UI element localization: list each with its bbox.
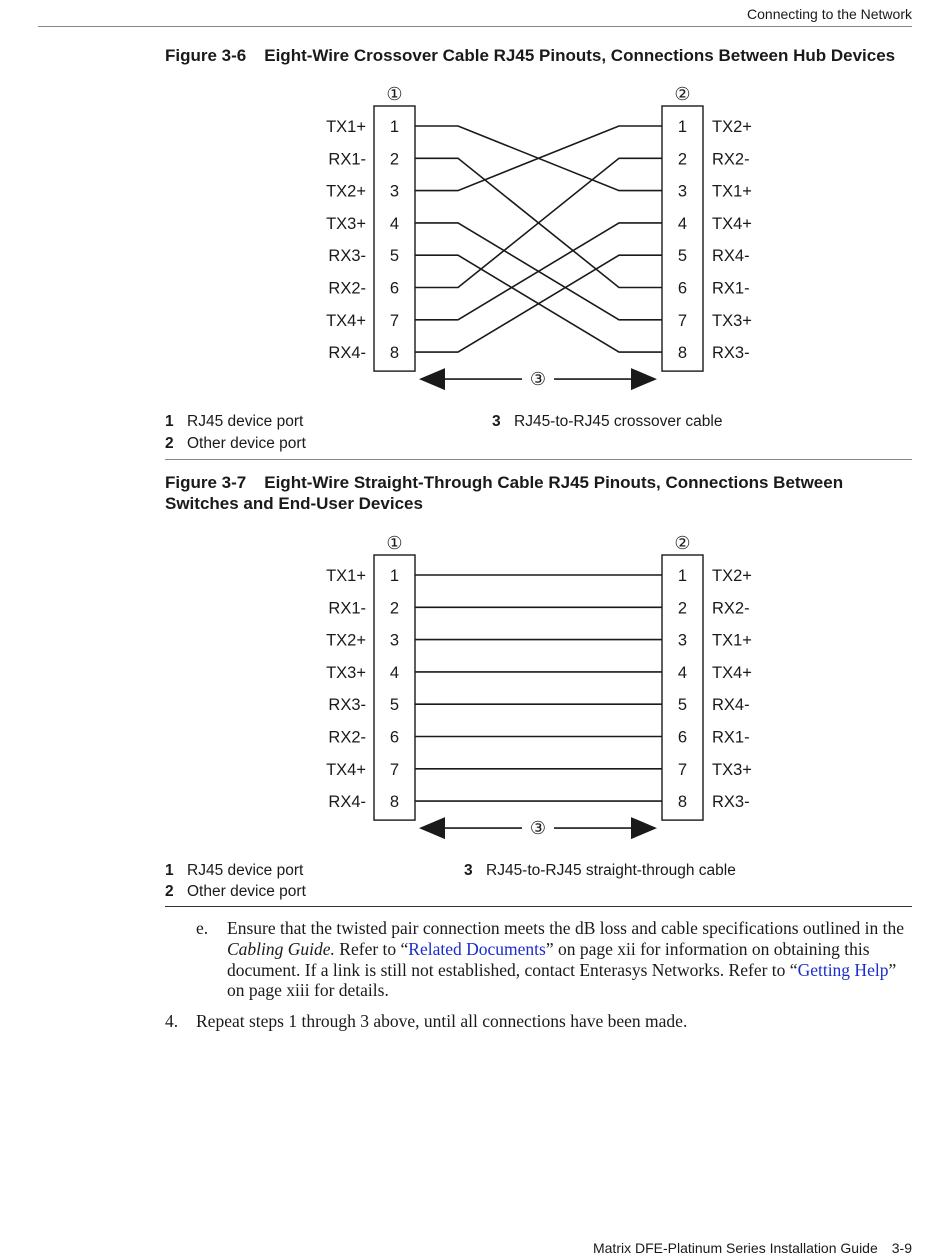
left-signal-label: RX1- <box>328 599 366 618</box>
left-signal-label: RX4- <box>328 344 366 363</box>
callout-2: ② <box>674 533 691 553</box>
left-pin-number: 8 <box>389 793 400 812</box>
left-pin-number: 7 <box>389 760 400 779</box>
left-signal-label: RX2- <box>328 279 366 298</box>
step-e: e. Ensure that the twisted pair connection meets the dB loss and cable specifications outlined in the Cabling Guide. Refer to “Related Documents” on page xii for information on obtaining this document. If a link is still not established, contact Enterasys Networks. Refer to “Getting Help” on page xiii for details. <box>196 918 904 1001</box>
page-footer <box>593 1240 912 1256</box>
left-signal-label: RX3- <box>328 247 366 266</box>
wire <box>415 255 662 352</box>
figure-caption: Eight-Wire Crossover Cable RJ45 Pinouts, Connections Between Hub Devices <box>264 46 896 65</box>
left-pin-number: 1 <box>389 567 400 585</box>
right-signal-label: TX1+ <box>712 631 752 650</box>
page-number: 3-9 <box>891 1240 912 1256</box>
arrowhead-right <box>631 368 657 390</box>
left-pin-number: 7 <box>389 311 400 330</box>
arrowhead-left <box>419 368 445 390</box>
left-pin-number: 1 <box>389 118 400 136</box>
left-pin-number: 3 <box>389 631 400 650</box>
getting-help-link[interactable]: Getting Help <box>797 959 889 980</box>
right-pin-number: 5 <box>677 696 688 715</box>
left-signal-label: TX2+ <box>326 631 366 650</box>
step-marker: e. <box>196 918 209 938</box>
left-pin-number: 5 <box>389 247 400 266</box>
right-pin-number: 8 <box>677 793 688 812</box>
left-signal-label: RX3- <box>328 696 366 715</box>
straight-through-pinout-diagram <box>0 524 950 844</box>
left-signal-label: TX4+ <box>326 760 366 779</box>
callout-3: ③ <box>529 369 547 390</box>
right-pin-number: 2 <box>677 599 688 618</box>
right-pin-number: 3 <box>677 631 688 650</box>
right-signal-label: RX1- <box>712 728 750 747</box>
legend-item-2: 2 Other device port <box>165 435 306 452</box>
right-port-block <box>662 555 703 820</box>
left-pin-number: 5 <box>389 696 400 715</box>
document-title: Matrix DFE-Platinum Series Installation Guide <box>592 1240 878 1256</box>
right-pin-number: 4 <box>677 214 688 233</box>
left-port-block <box>374 106 415 371</box>
left-pin-number: 2 <box>389 150 400 169</box>
crossover-pinout-diagram <box>0 75 950 395</box>
figure-divider <box>165 459 912 460</box>
left-pin-number: 6 <box>389 728 400 747</box>
right-signal-label: TX3+ <box>712 311 752 330</box>
legend-item-3: 3 RJ45-to-RJ45 crossover cable <box>492 413 723 430</box>
left-signal-label: TX2+ <box>326 182 366 201</box>
figure-number: Figure 3-6 <box>165 46 247 65</box>
left-signal-label: TX3+ <box>326 214 366 233</box>
right-pin-number: 7 <box>677 760 688 779</box>
left-pin-number: 4 <box>389 663 400 682</box>
figure-3-6-title <box>165 45 915 66</box>
left-pin-number: 8 <box>389 344 400 363</box>
right-pin-number: 1 <box>677 567 688 585</box>
callout-2: ② <box>674 84 691 104</box>
header-rule <box>38 26 912 27</box>
right-signal-label: RX4- <box>712 247 750 266</box>
right-port-block <box>662 106 703 371</box>
left-signal-label: RX2- <box>328 728 366 747</box>
right-signal-label: RX1- <box>712 279 750 298</box>
left-signal-label: TX3+ <box>326 663 366 682</box>
right-pin-number: 3 <box>677 182 688 201</box>
right-pin-number: 8 <box>677 344 688 363</box>
left-pin-number: 2 <box>389 599 400 618</box>
cabling-guide-title: Cabling Guide. <box>227 938 335 959</box>
right-pin-number: 7 <box>677 311 688 330</box>
right-signal-label: TX1+ <box>712 182 752 201</box>
step-marker: 4. <box>165 1011 179 1032</box>
legend-item-1: 1 RJ45 device port <box>165 862 304 879</box>
left-signal-label: TX4+ <box>326 311 366 330</box>
right-signal-label: RX4- <box>712 696 750 715</box>
right-signal-label: TX3+ <box>712 760 752 779</box>
right-signal-label: TX4+ <box>712 214 752 233</box>
figure-number: Figure 3-7 <box>165 473 247 492</box>
callout-1: ① <box>386 533 403 553</box>
left-pin-number: 3 <box>389 182 400 201</box>
right-signal-label: RX3- <box>712 344 750 363</box>
right-pin-number: 5 <box>677 247 688 266</box>
callout-3: ③ <box>529 818 547 839</box>
legend-item-1: 1 RJ45 device port <box>165 413 304 430</box>
left-signal-label: TX1+ <box>326 567 366 585</box>
legend-item-2: 2 Other device port <box>165 883 306 900</box>
right-pin-number: 6 <box>677 728 688 747</box>
figure-caption: Eight-Wire Straight-Through Cable RJ45 Pinouts, Connections Between Switches and End-User Devices <box>165 473 844 513</box>
right-signal-label: RX2- <box>712 599 750 618</box>
left-signal-label: TX1+ <box>326 118 366 136</box>
arrowhead-left <box>419 817 445 839</box>
right-signal-label: TX2+ <box>712 567 752 585</box>
callout-1: ① <box>386 84 403 104</box>
right-signal-label: RX3- <box>712 793 750 812</box>
arrowhead-right <box>631 817 657 839</box>
step-4: 4. Repeat steps 1 through 3 above, until all connections have been made. <box>165 1011 688 1032</box>
left-pin-number: 4 <box>389 214 400 233</box>
left-port-block <box>374 555 415 820</box>
left-pin-number: 6 <box>389 279 400 298</box>
right-pin-number: 2 <box>677 150 688 169</box>
right-signal-label: TX4+ <box>712 663 752 682</box>
figure-3-7-title <box>165 472 915 514</box>
right-pin-number: 1 <box>677 118 688 136</box>
left-signal-label: RX4- <box>328 793 366 812</box>
running-header: Connecting to the Network <box>747 6 912 22</box>
right-pin-number: 6 <box>677 279 688 298</box>
step-list <box>165 918 915 1032</box>
figure-divider <box>165 906 912 907</box>
right-signal-label: TX2+ <box>712 118 752 136</box>
right-pin-number: 4 <box>677 663 688 682</box>
related-documents-link[interactable]: Related Documents <box>408 938 546 959</box>
wire <box>415 223 662 320</box>
legend-item-3: 3 RJ45-to-RJ45 straight-through cable <box>464 862 736 879</box>
left-signal-label: RX1- <box>328 150 366 169</box>
right-signal-label: RX2- <box>712 150 750 169</box>
